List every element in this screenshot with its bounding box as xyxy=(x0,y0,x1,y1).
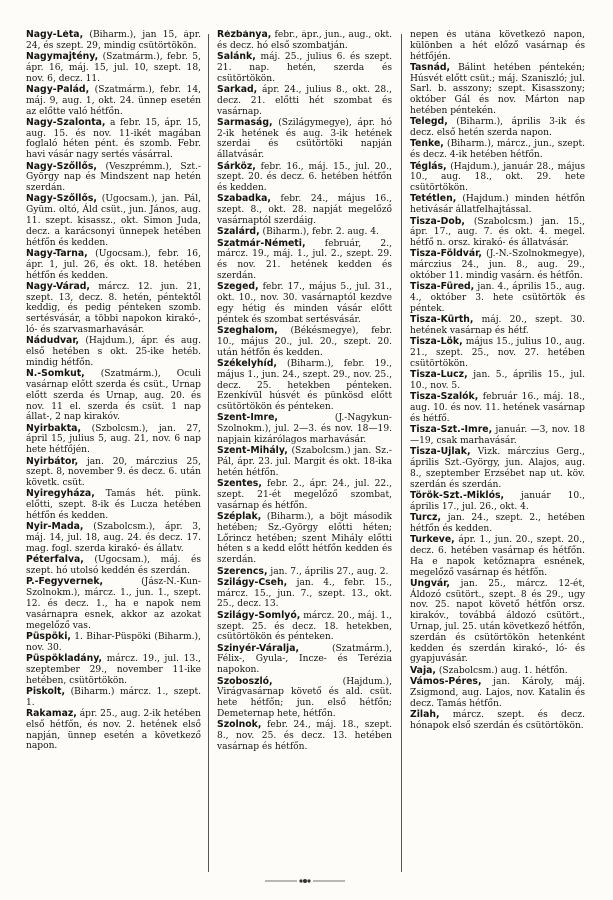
town-name: Piskolt, xyxy=(26,685,66,697)
town-name: Nyirbakta, xyxy=(26,422,81,434)
fair-entry xyxy=(217,52,392,84)
column-left xyxy=(26,30,201,876)
fair-dates: márcz. 12. jun. 21, szept. 13, decz. 8. hetén, péntektől keddig, és pedig pénteken szomb. sertésvásár, a többi napokon kirakó-, ló- és szarvasmarhavásár. xyxy=(26,281,201,336)
fair-entry xyxy=(217,512,392,566)
fair-dates: (Hajdum.) minden hétfőn hetivásár állatfelhajtással. xyxy=(410,194,585,216)
fair-entry xyxy=(410,282,585,314)
fair-entry xyxy=(26,687,201,709)
town-name: Nagymajtény, xyxy=(26,51,99,63)
town-name: Tasnád, xyxy=(410,61,451,73)
fair-dates: jan. 4., április 15., aug. 4., október 3. hete csütörtök és péntek. xyxy=(410,282,585,314)
fair-entry xyxy=(26,162,201,194)
fair-dates: jan. 5., április 15., jul. 10., nov. 5. xyxy=(410,370,585,391)
fair-entry xyxy=(217,644,392,676)
fair-dates: (Biharm.), márcz., jun., szept. és decz. 4-ik hetében hétfőn. xyxy=(410,139,585,161)
town-name: Rézbánya, xyxy=(217,30,272,40)
fair-entry xyxy=(217,118,392,161)
town-name: Nyiregyháza, xyxy=(26,488,95,500)
footer-ornament xyxy=(265,878,345,884)
town-name: Nagy-Szalonta, xyxy=(26,116,106,128)
town-name: Tisza-Szt.-Imre, xyxy=(410,424,493,436)
fair-entry xyxy=(26,577,201,631)
town-name: Rakamaz, xyxy=(26,707,77,719)
fair-dates: a febr. 15, ápr. 15, aug. 15. és nov. 11-ikét magában foglaló héten pént. és szomb. Febr. havi vásár nagy sertés vásárral. xyxy=(26,117,201,161)
fair-entry xyxy=(26,632,201,654)
town-name: Zilah, xyxy=(410,708,440,720)
fair-entry xyxy=(410,337,585,369)
fair-dates: január. —3, nov. 18—19, csak marhavásár. xyxy=(410,425,585,446)
town-name: Szilágy-Somlyó, xyxy=(217,609,301,621)
fair-entry xyxy=(410,249,585,281)
fair-dates: (Ugocsam.), jan. Pál, Gyüm. oltó, Áld csüt., jun. János, aug. 11. szept. kisassz., okt. Simon Juda, decz. a karácsonyi ünnepek hetében hétfőn és kedden. xyxy=(26,194,201,248)
fair-entry xyxy=(26,457,201,489)
town-name: P.-Fegyvernek, xyxy=(26,576,104,588)
fair-dates: (Szabolcsm.) aug. 1. hétfőn. xyxy=(435,665,568,676)
fair-entry xyxy=(410,162,585,194)
fair-entry xyxy=(410,217,585,249)
fair-entry xyxy=(217,85,392,117)
fair-dates: (Hajdum.), ápr. és aug. első hetében s okt. 25-ike hetéb. mindig hétfőn. xyxy=(26,336,201,368)
fair-entry xyxy=(410,425,585,447)
fair-dates: jan. 4., febr. 15., márcz. 15., jun. 7., szept. 13., okt. 25., decz. 13. xyxy=(217,577,392,610)
column-right xyxy=(410,30,585,876)
fair-entry xyxy=(410,63,585,117)
fair-entry xyxy=(217,413,392,445)
town-name: Tisza-Kürth, xyxy=(410,314,474,326)
fair-entry xyxy=(410,370,585,392)
town-name: Szabadka, xyxy=(217,193,271,205)
town-name: Szent-Imre, xyxy=(217,412,278,424)
town-name: Nyirbátor, xyxy=(26,455,79,467)
fair-dates: (Jász-N.-Kun-Szolnokm.), márcz. 1., jun. 1., szept. 12. és decz. 1., ha e napok nem vasárnapra esnek, akkor az azokat megelőző vas. xyxy=(26,577,201,631)
town-name: Széplak, xyxy=(217,511,262,523)
fair-entry xyxy=(217,227,392,238)
fair-dates: (Biharm.), a böjt második hetében; Sz.-György előtti héten; Lőrincz hetében; szent Mihály előtti héten s a kedd előtt hétfőn kedden és szerdán. xyxy=(217,512,392,566)
town-name: Szinyér-Váralja, xyxy=(217,642,300,654)
fair-dates: nepen és utána következő napon, különben a hét előző vasárnap és hétfőjén. xyxy=(410,30,585,62)
fair-dates: (Békésmegye), febr. 10., május 20., jul. 20., szept. 20. után hétfőn és kedden. xyxy=(217,326,392,358)
fair-dates: (Szatmárm.), Oculi vasárnap előtt szerda és csüt., Urnap előtt szerda és Urnap, aug. 20. és nov. 11 el. szerda és csüt. 1 nap állat-, 2 nap kirakóv. xyxy=(26,369,201,423)
town-name: Tisza-Lucz, xyxy=(410,369,468,381)
fair-entry xyxy=(410,194,585,216)
fair-entry xyxy=(217,578,392,610)
town-name: Székelyhíd, xyxy=(217,357,277,369)
fair-entry xyxy=(410,30,585,62)
fair-dates: (Ugocsam.), máj. és szept. hó utolsó keddén és szerdán. xyxy=(26,555,201,577)
fair-dates: Tamás hét. pünk. előtti, szept. 8-ik és Lucza hetében hétfőn és kedden. xyxy=(26,489,201,522)
fair-entry xyxy=(26,489,201,521)
town-name: Tisza-Földvár, xyxy=(410,248,482,260)
town-name: Sárköz, xyxy=(217,160,256,172)
fair-dates: febr. 16., máj. 15., jul. 20., szept. 20. és decz. 6. hetében hétfőn és kedden. xyxy=(217,161,392,194)
fair-dates: (J.-N.-Szolnokmegye), márczius 24., jun. 8., aug. 29., október 11. mindig vasárn. és hétfőn. xyxy=(410,249,585,282)
fair-dates: január 10., április 17., jul. 26., okt. 4. xyxy=(410,490,585,512)
fair-entry xyxy=(217,720,392,752)
fair-dates: (Szbolcsm.), jan. 27, ápril 15, julius 5, aug. 21, nov. 6 nap hete hétfőjén. xyxy=(26,423,201,456)
town-name: Nagy-Palád, xyxy=(26,83,90,95)
fair-dates: ápr. 24., julius 8., okt. 28., decz. 21. előtti hét szombat és vasárnap. xyxy=(217,84,392,117)
fair-dates: jan. 24., szept. 2., hetében hétfőn és kedden. xyxy=(410,513,585,534)
fair-dates: (Szabolcsm.), ápr. 3, máj. 14, jul. 18, aug. 24. és decz. 17. mag. fogl. szerda kirakó- és állatv. xyxy=(26,522,201,554)
fair-entry xyxy=(217,162,392,194)
town-name: Vaja, xyxy=(410,664,436,676)
fair-entry xyxy=(217,611,392,643)
fair-entry xyxy=(26,555,201,577)
town-name: Szalárd, xyxy=(217,226,260,238)
town-name: Téglás, xyxy=(410,160,447,172)
town-name: Szeged, xyxy=(217,281,259,293)
town-name: Nagy-Várad, xyxy=(26,280,90,292)
fair-dates: febr. 2., ápr. 24., jul. 22., szept. 21-ét megelőző szombat, vasárnap és hétfőn. xyxy=(217,479,392,511)
town-name: Tenke, xyxy=(410,138,444,150)
fair-entry xyxy=(410,139,585,161)
town-name: Nyir-Mada, xyxy=(26,521,84,533)
fair-entry xyxy=(217,326,392,358)
fair-dates: 1. Bihar-Püspöki (Biharm.), nov. 30. xyxy=(26,631,201,653)
fair-entry xyxy=(217,479,392,511)
fair-dates: (Szabolcsm.) jan. Sz.-Pál, ápr. 23. jul. Margit és okt. 18-ika hetén hétfőn. xyxy=(217,446,392,478)
column-middle xyxy=(217,30,392,876)
fair-dates: (Biharm.), jan 15, ápr. 24, és szept. 29, mindig csütörtökön. xyxy=(26,30,201,51)
fair-dates: (Szabolcsm.) jan. 15., ápr. 17., aug. 7. és okt. 4. megel. hétfő n. orsz. kirakó- és állatvásár. xyxy=(410,216,585,249)
town-name: Nádudvar, xyxy=(26,335,80,347)
fair-dates: (Szatmárm.), Félix-, Gyula-, Incze- és Terézia napokon. xyxy=(217,643,392,676)
fair-entry xyxy=(26,709,201,752)
fair-dates: (Szilágymegye), ápr. hó 2-ik hetének és aug. 3-ik hetének szerdai és csütörtöki napján állatvásár. xyxy=(217,117,392,161)
fair-entry xyxy=(26,30,201,52)
fair-entry xyxy=(26,522,201,554)
town-name: Szoboszló, xyxy=(217,675,273,687)
town-name: Püspöki, xyxy=(26,630,71,642)
town-name: Nagy-Tarna, xyxy=(26,247,88,259)
fair-entry xyxy=(217,446,392,478)
town-name: Tetétlen, xyxy=(410,193,457,205)
fair-dates: jan. 7., április 27., aug. 2. xyxy=(267,566,389,577)
fair-dates: (Biharm.) márcz. 1., szept. 1. xyxy=(26,686,201,708)
town-name: Szentes, xyxy=(217,478,262,490)
fair-entry xyxy=(410,117,585,139)
column-divider-right xyxy=(401,34,402,872)
fair-dates: Vizk. márczius Gerg., április Szt.-György, jun. Alajos, aug. 8., szeptember Erzsébet nap ut. köv. szerdán és szerdán. xyxy=(410,447,585,490)
fair-dates: febr. 17., május 5., jul. 31., okt. 10., nov. 30. vasárnaptól kezdve egy hétig és minden vásár előtt péntek és szombat sertésvásár. xyxy=(217,282,392,325)
fair-dates: (Hajdum.), Virágvasárnap követő és ald. csüt. hete hétfőn; jun. első hétfőn; Demeternap hete, hétfőn. xyxy=(217,676,392,719)
town-name: Sarmaság, xyxy=(217,116,273,128)
fair-dates: (Hajdum.), január 28., május 10., aug. 18., okt. 29. hete csütörtökön. xyxy=(410,161,585,194)
town-name: Tisza-Lök, xyxy=(410,336,463,348)
fair-entry xyxy=(26,194,201,248)
fair-dates: febr. 24., máj. 18., szept. 8., nov. 25. és decz. 13. hetében vasárnap és hétfőn. xyxy=(217,720,392,752)
fair-dates: (J.-Nagykun-Szolnokm.), jul. 2—3. és nov. 18—19. napjain kizárólagos marhavásár. xyxy=(217,413,392,445)
fair-dates: febr., ápr., jun., aug., okt. és decz. hó első szombatján. xyxy=(217,30,392,51)
town-name: Szent-Mihály, xyxy=(217,445,288,457)
town-name: Tisza-Dob, xyxy=(410,215,465,227)
fair-entry xyxy=(217,282,392,325)
fair-entry xyxy=(26,249,201,281)
town-name: Püspökladány, xyxy=(26,652,103,664)
fair-dates: (Veszprémm.), Szt.-György nap és Mindszent nap hetén szerdán. xyxy=(26,161,201,194)
town-name: Turkeve, xyxy=(410,534,455,546)
fair-dates: február, 2., márcz. 19., máj. 1., jul. 2., szept. 29. és nov. 21. hetének kedden és szerdán. xyxy=(217,238,392,282)
fair-dates: jan. Károly, máj. Zsigmond, aug. Lajos, nov. Katalin és decz. Tamás hétfőn. xyxy=(410,677,585,709)
town-name: Török-Szt.-Miklós, xyxy=(410,489,505,501)
fair-entry xyxy=(217,30,392,52)
fair-entry xyxy=(410,535,585,578)
fair-dates: jan. 20, márczius 25, szept. 8, november 9. és decz. 6. után követk. csüt. xyxy=(26,456,201,489)
town-name: Tisza-Szalók, xyxy=(410,391,479,403)
town-name: Telegd, xyxy=(410,116,448,128)
fair-entry xyxy=(26,52,201,84)
fair-entry xyxy=(26,369,201,423)
fair-dates: márcz. 19., jul. 13., szeptember 29., november 11-ike hetében, csütörtökön. xyxy=(26,653,201,686)
fair-entry xyxy=(410,392,585,424)
fair-entry xyxy=(410,513,585,535)
fair-entry xyxy=(26,85,201,117)
town-name: Turcz, xyxy=(410,512,441,524)
fair-entry xyxy=(410,579,585,665)
fair-entry xyxy=(410,677,585,709)
column-divider-left xyxy=(208,34,209,872)
fair-dates: (Biharm.), febr. 19., május 1., jun. 24., szept. 29., nov. 25., decz. 25. hetekben pénteken. Ezenkívül húsvét és pünkösd előtt csütörtökön és pénteken. xyxy=(217,358,392,413)
fair-entry xyxy=(217,677,392,720)
town-name: Tisza-Füred, xyxy=(410,281,475,293)
fair-entry xyxy=(26,424,201,456)
town-name: Szeghalom, xyxy=(217,325,278,337)
fair-entry xyxy=(410,315,585,337)
fair-entry xyxy=(410,447,585,490)
fair-dates: ápr. 25., aug. 2-ik hetében első hétfőn, és nov. 2. hetének első napján, ünnep esetén a következő napon. xyxy=(26,708,201,752)
fair-dates: (Szatmárm.), febr. 5, ápr. 16, máj. 15, jul. 10, szept. 18, nov. 6, decz. 11. xyxy=(26,52,201,84)
fair-dates: (Szatmárm.), febr. 14, máj. 9, aug. 1, okt. 24. ünnep esetén az előtte való hétfőn. xyxy=(26,84,201,117)
fair-dates: február 16., máj. 18., aug. 10. és nov. 11. hetének vasárnap és hétfő. xyxy=(410,392,585,424)
town-name: Nagy-Léta, xyxy=(26,30,84,40)
town-name: Péterfalva, xyxy=(26,554,84,566)
town-name: Szilágy-Cseh, xyxy=(217,576,288,588)
fair-entry xyxy=(217,239,392,282)
fair-entry xyxy=(26,118,201,161)
fair-dates: (Biharm.), febr. 2. aug. 4. xyxy=(259,227,379,238)
town-name: Ungvár, xyxy=(410,577,450,589)
fair-dates: (Ugocsam.), febr. 16, ápr. 1, jul. 26, és okt. 18. hetében hétfőn és kedden. xyxy=(26,248,201,281)
town-name: Tisza-Ujlak, xyxy=(410,446,471,458)
fair-dates: máj. 20., szept. 30. hetének vasárnap és hétf. xyxy=(410,315,585,337)
fair-dates: febr. 24., május 16., szept. 8., okt. 28. napját megelőző vasárnaptól szerdáig. xyxy=(217,194,392,227)
town-name: Szerencs, xyxy=(217,565,268,577)
town-name: N.-Somkut, xyxy=(26,368,85,380)
fair-entry xyxy=(217,194,392,226)
fair-entry xyxy=(26,282,201,336)
fair-entry xyxy=(410,710,585,732)
fair-dates: (Biharm.), április 3-ik és decz. első hetén szerda napon. xyxy=(410,117,585,139)
fair-entry xyxy=(217,567,392,578)
fair-dates: márcz. szept. és decz. hónapok első szerdán és csütörtökön. xyxy=(410,709,585,731)
town-name: Sarkad, xyxy=(217,83,258,95)
fair-entry xyxy=(410,491,585,513)
fair-dates: május 15., julius 10., aug. 21., szept. 25., nov. 27. hetében csütörtökön. xyxy=(410,337,585,369)
fair-dates: máj. 25., julius 6. és szept. 21. nap. hetén, szerda és csütörtökön. xyxy=(217,52,392,84)
fair-dates: ápr. 1., jun. 20., szept. 20., decz. 6. hetében vasárnap és hétfőn. Ha e napok ketőznapra esnének, megelőző vasárnap és hétfőn. xyxy=(410,535,585,578)
town-name: Vámos-Péres, xyxy=(410,676,482,688)
fair-entry xyxy=(410,666,585,677)
town-name: Szolnok, xyxy=(217,719,262,731)
fair-entry xyxy=(26,336,201,368)
fair-dates: márcz. 20., máj. 1., szept. 25. és decz. 18. hetekben, csütörtökön és pénteken. xyxy=(217,610,392,643)
fair-entry xyxy=(217,359,392,413)
fair-dates: jan. 25., márcz. 12-ét, Áldozó csütört., szept. 8 és 29., ugy nov. 25. napot követő hétfőn orsz. kirakóv., továbbá áldozó csütört., Urnap, jul. 25. után következő hétfőn, szerdán és csütörtökön hetenként kedden és szerdán kirakó-, ló- és gyapjuvásár. xyxy=(410,578,585,665)
town-name: Nagy-Szőllős, xyxy=(26,193,97,205)
town-name: Salánk, xyxy=(217,51,256,63)
fair-entry xyxy=(26,654,201,686)
town-name: Nagy-Szőllős, xyxy=(26,160,97,172)
fair-dates: Bálint hetében péntekén; Húsvét előtt csüt.; máj. Szaniszló; jul. Sarl. b. asszony; szept. Kisasszony; október Gál és nov. Márton nap hetében péntekén. xyxy=(410,62,585,117)
town-name: Szatmár-Németi, xyxy=(217,237,306,249)
